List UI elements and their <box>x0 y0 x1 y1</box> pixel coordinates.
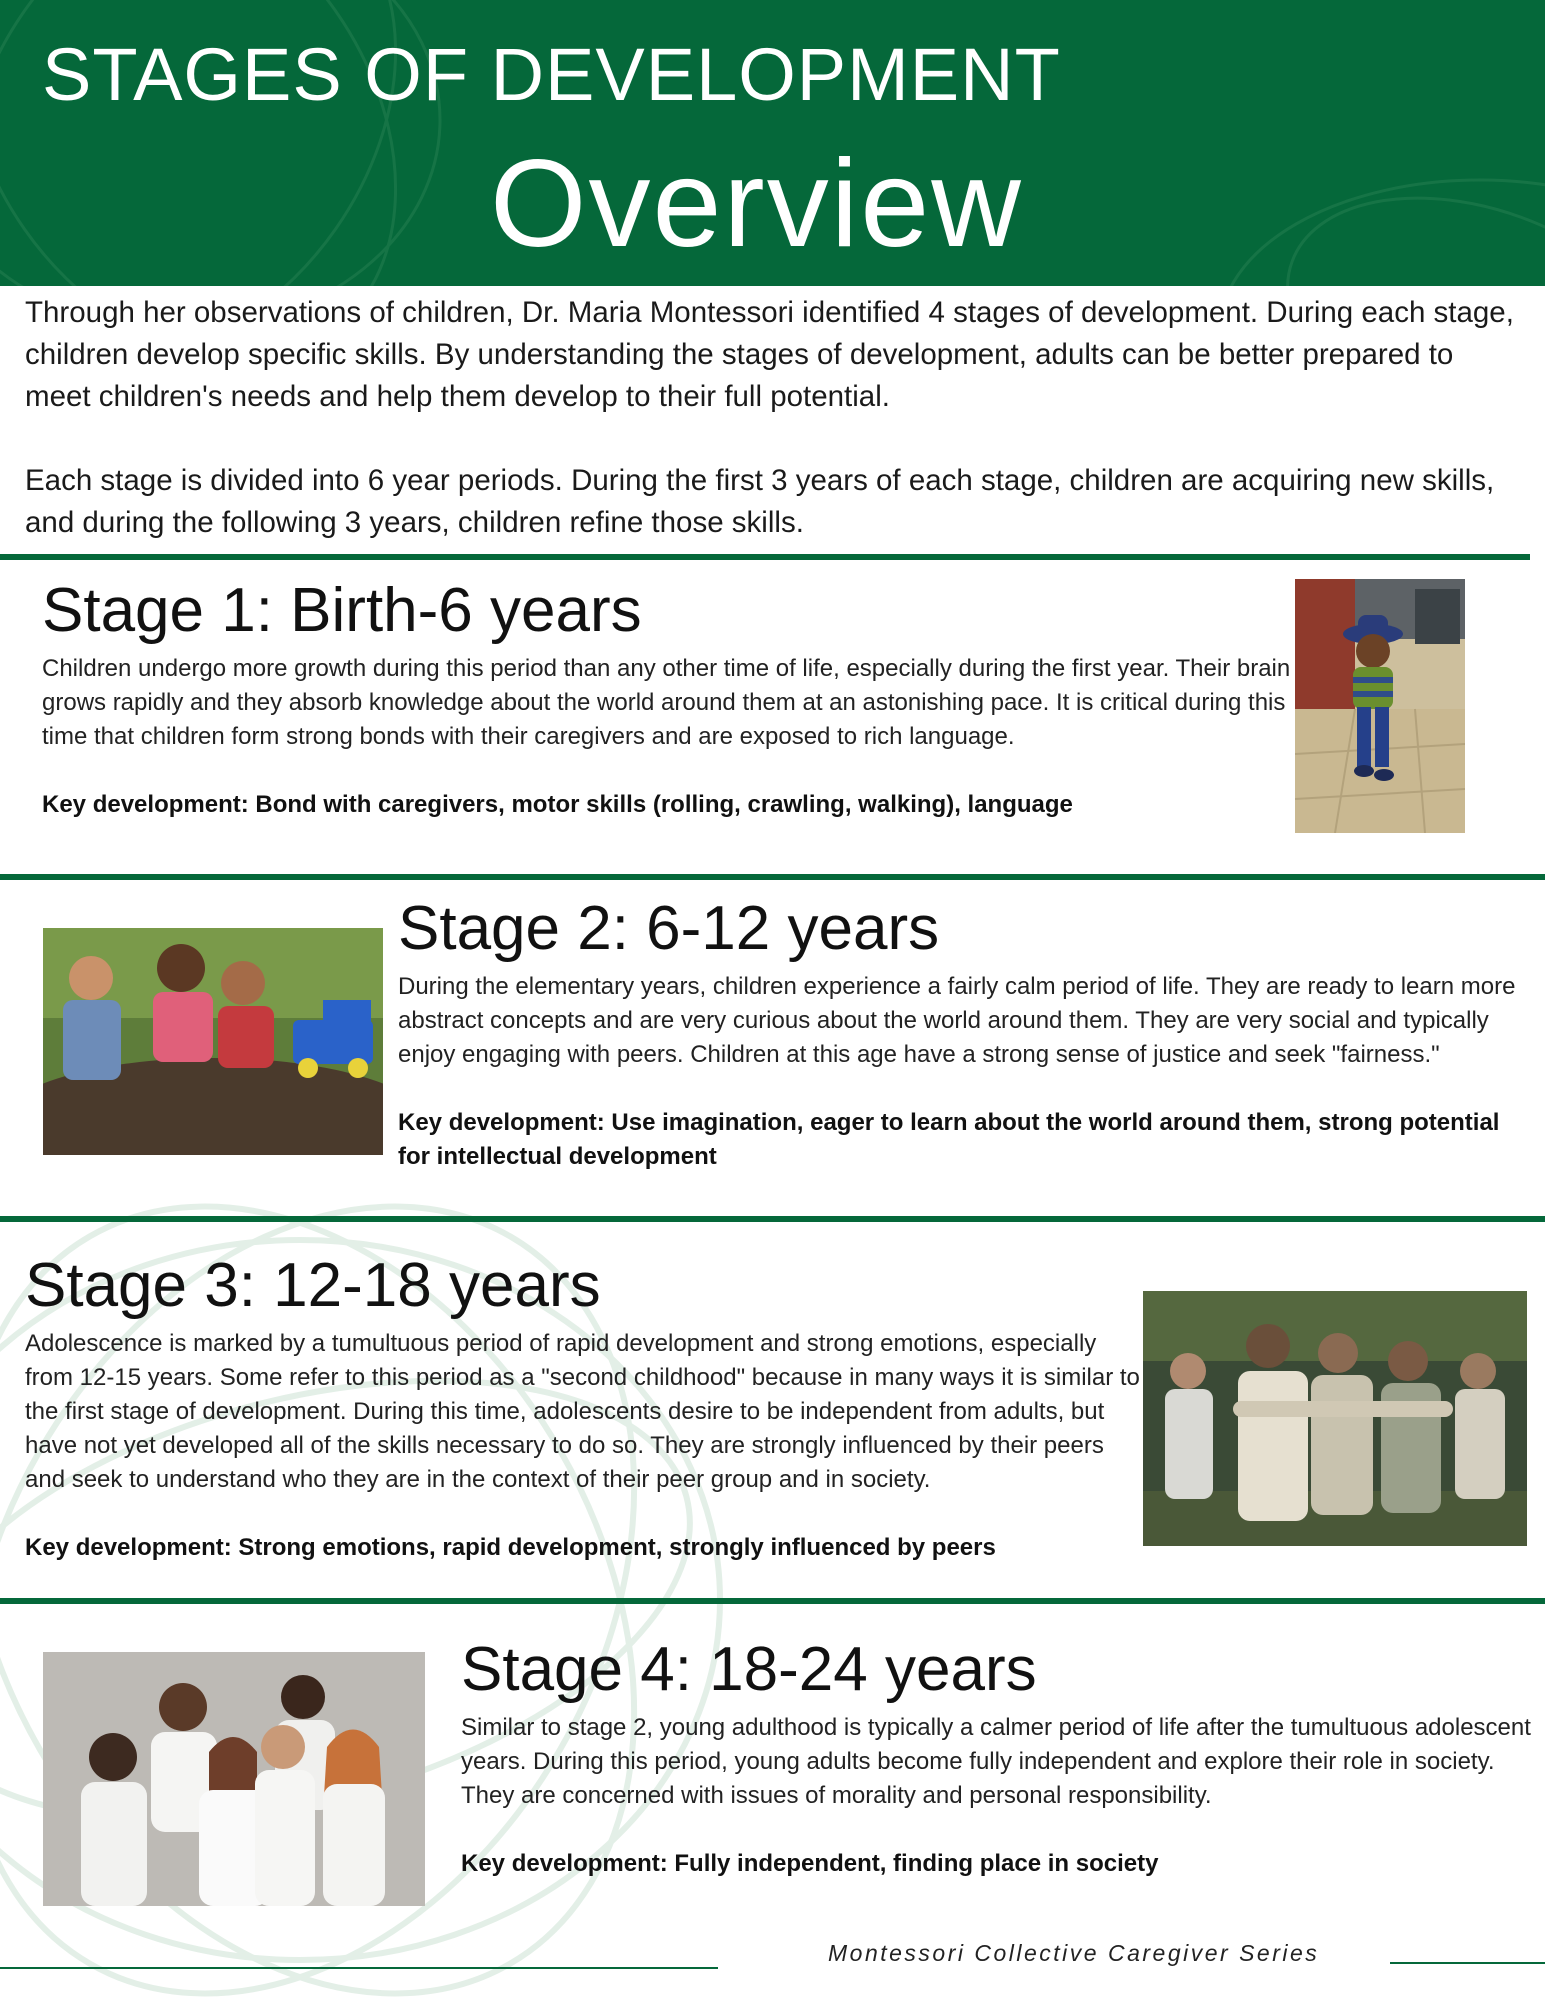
footer-divider-right <box>1390 1962 1545 1964</box>
header-subtitle: STAGES OF DEVELOPMENT <box>42 33 1061 116</box>
stage-3-key-development: Key development: Strong emotions, rapid development, strongly influenced by peers <box>25 1534 996 1562</box>
stage-4-title: Stage 4: 18-24 years <box>461 1635 1037 1704</box>
header-banner <box>0 0 1545 286</box>
section-divider <box>0 1598 1545 1604</box>
section-divider <box>0 1216 1545 1222</box>
stage-4-description: Similar to stage 2, young adulthood is typically a calmer period of life after the tumultuous adolescent years. During this period, young adults become fully independent and explore their role in society. They are concerned with issues of morality and personal responsibility. <box>461 1714 1531 1810</box>
stage-2-description: During the elementary years, children experience a fairly calm period of life. They are ready to learn more abstract concepts and are very curious about the world around them. They are very social and typically enjoy engaging with peers. Children at this age have a strong sense of justice and seek "fairness." <box>398 973 1516 1069</box>
stage-1-key-development: Key development: Bond with caregivers, motor skills (rolling, crawling, walking), language <box>42 791 1073 819</box>
stage-2-title: Stage 2: 6-12 years <box>398 894 940 963</box>
intro-section <box>25 292 1525 544</box>
stage-4-photo-young-adults <box>43 1652 425 1906</box>
stage-3-section <box>25 1250 1140 1565</box>
stage-3-photo-teen-group <box>1143 1291 1527 1546</box>
section-divider <box>0 554 1530 560</box>
intro-paragraph: Each stage is divided into 6 year periods. During the first 3 years of each stage, children are acquiring new skills, and during the following 3 years, children refine those skills. <box>25 464 1495 539</box>
stage-4-key-development: Key development: Fully independent, finding place in society <box>461 1850 1159 1878</box>
footer-series-label: Montessori Collective Caregiver Series <box>828 1940 1320 1966</box>
stage-4-section <box>461 1634 1531 1881</box>
stage-2-section <box>398 893 1523 1174</box>
stage-3-title: Stage 3: 12-18 years <box>25 1251 601 1320</box>
intro-paragraph: Through her observations of children, Dr. Maria Montessori identified 4 stages of development. During each stage, children develop specific skills. By understanding the stages of development, adults can be better prepared to meet children's needs and help them develop to their full potential. <box>25 296 1514 413</box>
stage-1-title: Stage 1: Birth-6 years <box>42 576 642 645</box>
footer-divider-left <box>0 1967 718 1969</box>
stage-1-photo-toddler <box>1295 579 1465 833</box>
page-title: Overview <box>490 135 1023 273</box>
stage-2-key-development: Key development: Use imagination, eager to learn about the world around them, strong potential for intellectual development <box>398 1109 1500 1171</box>
stage-2-photo-children-playing <box>43 928 383 1155</box>
stage-1-section <box>42 575 1292 822</box>
stage-1-description: Children undergo more growth during this period than any other time of life, especially during the first year. Their brain grows rapidly and they absorb knowledge about the world around them at an astonishing pace. It is critical during this time that children form strong bonds with their caregivers and are exposed to rich language. <box>42 655 1291 751</box>
section-divider <box>0 874 1545 880</box>
stage-3-description: Adolescence is marked by a tumultuous period of rapid development and strong emotions, especially from 12-15 years. Some refer to this period as a "second childhood" because in many ways it is similar to the first stage of development. During this time, adolescents desire to be independent from adults, but have not yet developed all of the skills necessary to do so. They are strongly influenced by their peers and seek to understand who they are in the context of their peer group and in society. <box>25 1330 1140 1494</box>
